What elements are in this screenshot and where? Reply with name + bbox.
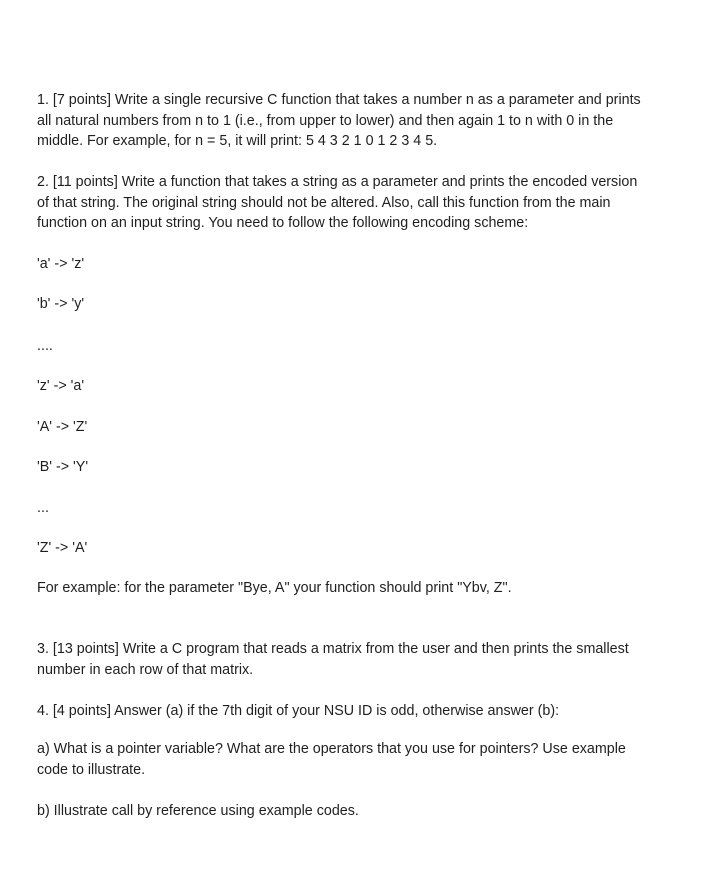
encoding-rule-b-to-y: 'b' -> 'y'	[37, 296, 85, 312]
question-1-line: all natural numbers from n to 1 (i.e., from upper to lower) and then again 1 to n with 0 in the	[37, 112, 614, 129]
encoding-rule-upper-a-to-z: 'A' -> 'Z'	[37, 419, 88, 435]
question-2-example: For example: for the parameter "Bye, A" your function should print "Ybv, Z".	[37, 580, 512, 596]
question-3-line: number in each row of that matrix.	[37, 661, 254, 678]
question-4-part-a	[37, 739, 697, 780]
question-3-line: 3. [13 points] Write a C program that reads a matrix from the user and then prints the smallest	[37, 641, 629, 657]
question-4-part-b: b) Illustrate call by reference using example codes.	[37, 803, 359, 819]
question-1-line: middle. For example, for n = 5, it will print: 5 4 3 2 1 0 1 2 3 4 5.	[37, 133, 438, 149]
encoding-ellipsis: ...	[37, 500, 49, 516]
question-2	[37, 172, 697, 234]
encoding-rule-z-to-a: 'z' -> 'a'	[37, 378, 85, 394]
encoding-ellipsis: ....	[37, 338, 53, 354]
question-4-part-a-line: code to illustrate.	[37, 761, 146, 778]
question-3	[37, 639, 697, 680]
encoding-rule-upper-z-to-a: 'Z' -> 'A'	[37, 540, 88, 556]
question-2-line: function on an input string. You need to follow the following encoding scheme:	[37, 215, 529, 231]
encoding-rule-a-to-z: 'a' -> 'z'	[37, 256, 85, 272]
encoding-rule-upper-b-to-y: 'B' -> 'Y'	[37, 459, 89, 475]
question-4-part-a-line: a) What is a pointer variable? What are the operators that you use for pointers? Use example	[37, 741, 626, 757]
question-4-intro: 4. [4 points] Answer (a) if the 7th digit of your NSU ID is odd, otherwise answer (b):	[37, 703, 560, 719]
question-1	[37, 90, 697, 152]
question-2-line: 2. [11 points] Write a function that takes a string as a parameter and prints the encoded version	[37, 174, 638, 190]
question-1-line: 1. [7 points] Write a single recursive C function that takes a number n as a parameter and prints	[37, 92, 641, 108]
question-2-line: of that string. The original string should not be altered. Also, call this function from the main	[37, 194, 611, 211]
